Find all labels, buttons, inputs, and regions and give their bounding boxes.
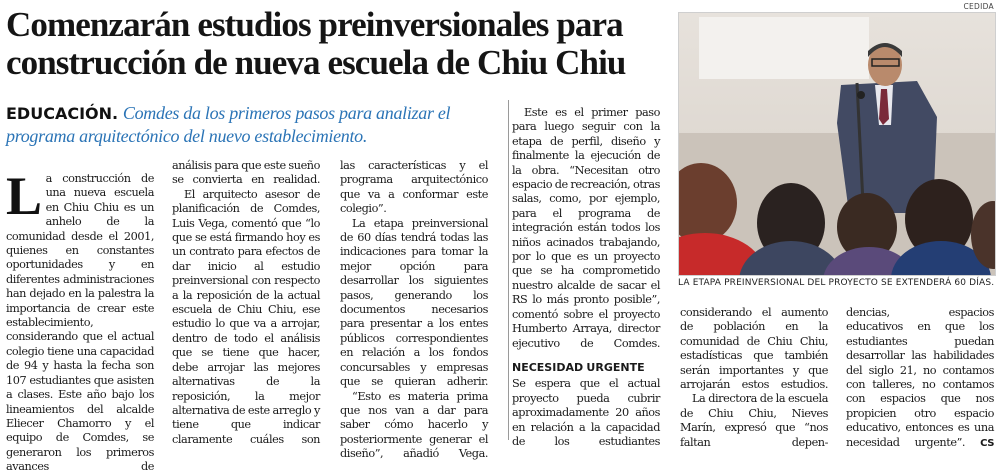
paragraph-text: dencias, espacios educativos en que los estudiantes puedan desarrollar las habilidades del siglo 21, no contamos con talleres, no contamos con espacios que nos propicien otro espacio educativo, entonces es una necesidad urgente”. xyxy=(846,306,994,449)
column-4 xyxy=(512,106,660,449)
paragraph: Este es el primer paso para luego seguir con la etapa de perfil, diseño y finalmente la ejecución de la obra. “Necesitan otro espacio de recreación, otras salas, como, por ejemplo, para el programa de integración están todos los niños acinados trabajando, por lo que es un proyecto que se ha comprometido nuestro alcalde de sacar el RS lo más pronto posible”, comentó sobre el proyecto Humberto Arraya, director ejecutivo de Comdes. xyxy=(512,106,660,350)
article-photo xyxy=(678,12,996,276)
deck: Comdes da los primeros pasos para analizar el programa arquitectónico del nuevo establecimiento. xyxy=(6,103,451,146)
microphone xyxy=(857,91,865,99)
paragraph: La etapa preinversional de 60 días tendrá todas las indicaciones para tomar la mejor opción para desarrollar los siguientes pasos, generando los documentos necesarios para presentar a los entes públicos correspondientes en relación a los fondos concursables y empresas que se quieran adherir. xyxy=(340,216,488,389)
column-1 xyxy=(6,166,154,475)
paragraph-text: a construcción de una nueva escuela en Chiu Chiu es un anhelo de la comunidad desde el 2001, quienes en constantes oportunidades y en diferentes administraciones han dejado en la palestra la importancia de crear este establecimiento, considerando que el actual colegio tiene una capacidad de 94 y hasta la fecha son 107 estudiantes que asisten a clases. Este año bajo los lineamientos del alcalde Eliecer Chamorro y el equipo de Comdes, se generaron los primeros avances de xyxy=(6,172,154,474)
paragraph: considerando el aumento de población en la comunidad de Chiu Chiu, estadísticas que también serán importantes y que arrojarán estos estudios. xyxy=(680,306,828,392)
paragraph: La directora de la escuela de Chiu Chiu, Nieves Marín, expresó que “nos faltan depen- xyxy=(680,392,828,449)
photo-caption: LA ETAPA PREINVERSIONAL DEL PROYECTO SE EXTENDERÁ 60 DÍAS. xyxy=(678,278,995,288)
lead-block xyxy=(6,102,510,148)
column-2 xyxy=(172,159,320,447)
photo-credit: CEDIDA xyxy=(963,2,994,11)
section-label: EDUCACIÓN. xyxy=(6,104,119,123)
classroom-photo xyxy=(679,13,995,275)
window-light xyxy=(699,17,869,79)
headline-line-1: Comenzarán estudios preinversionales para xyxy=(6,5,623,44)
paragraph: las características y el programa arquitectónico que va a conformar este colegio”. xyxy=(340,159,488,216)
paragraph: El arquitecto asesor de planificación de Comdes, Luis Vega, comentó que “lo que se está firmando hoy es un contrato para efectos de dar inicio al estudio preinversional con respecto a la reposición de la actual escuela de Chiu Chiu, ese estudio lo que va a arrojar, dentro de todo el análisis que se tiene que hacer, debe arrojar las mejores alternativas de la reposición, la mejor alternativa de este arreglo y tiene que indicar claramente cuáles son xyxy=(172,187,320,446)
paragraph xyxy=(6,166,154,475)
subhead: NECESIDAD URGENTE xyxy=(512,360,645,374)
column-3 xyxy=(340,159,488,462)
column-rule xyxy=(508,100,509,440)
drop-cap: L xyxy=(6,166,42,226)
column-6 xyxy=(846,306,994,451)
headline xyxy=(6,6,674,82)
column-5 xyxy=(680,306,828,450)
paragraph: análisis para que este sueño se convierta en realidad. xyxy=(172,159,320,187)
headline-line-2: construcción de nueva escuela de Chiu Chiu xyxy=(6,43,626,82)
paragraph: “Esto es materia prima que nos van a dar para saber cómo hacerlo y posteriormente generar el diseño”, añadió Vega. xyxy=(340,389,488,461)
paragraph xyxy=(846,306,994,451)
end-mark: CS xyxy=(980,437,994,449)
paragraph: Se espera que el actual proyecto pueda cubrir aproximadamente 20 años en relación a la capacidad de los estudiantes xyxy=(512,377,660,448)
